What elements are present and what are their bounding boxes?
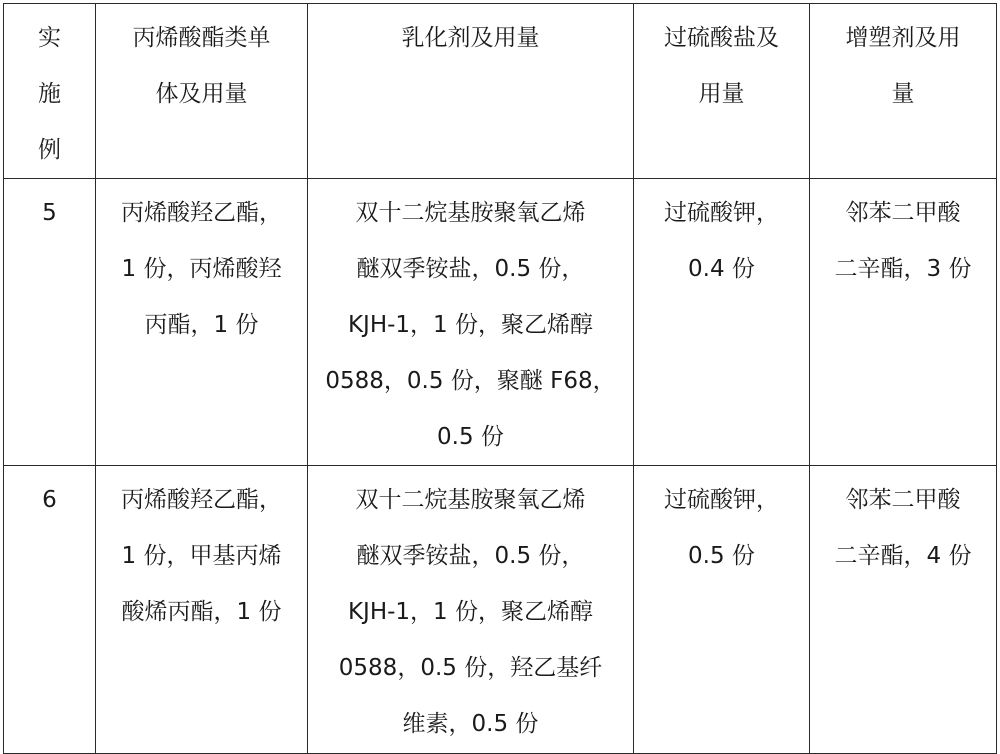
cell-text: KJH-1，1 份，聚乙烯醇 <box>347 312 594 338</box>
cell-text: 醚双季铵盐，0.5 份， <box>356 256 585 282</box>
cell-text: 丙酯，1 份 <box>144 312 259 338</box>
persulfate-cell <box>634 179 810 466</box>
cell-text: 邻苯二甲酸 <box>845 200 961 226</box>
example-number: 5 <box>42 200 57 226</box>
cell-text: 过硫酸钾， <box>664 200 779 226</box>
header-text: 施 <box>38 81 61 107</box>
cell-text: 双十二烷基胺聚氧乙烯 <box>355 200 586 226</box>
header-text: 例 <box>38 137 61 163</box>
cell-text: 双十二烷基胺聚氧乙烯 <box>355 487 586 513</box>
cell-text: 0588，0.5 份，聚醚 F68， <box>325 368 616 394</box>
persulfate-cell <box>634 466 810 754</box>
cell-text: KJH-1，1 份，聚乙烯醇 <box>347 599 594 625</box>
example-number-cell <box>4 466 96 754</box>
header-cell-monomer <box>96 4 308 179</box>
header-cell-persulfate <box>634 4 810 179</box>
table-row <box>4 466 997 754</box>
header-text: 丙烯酸酯类单 <box>132 25 271 51</box>
example-number: 6 <box>42 487 57 513</box>
monomer-cell <box>96 179 308 466</box>
cell-text: 二辛酯，4 份 <box>834 543 972 569</box>
cell-text: 1 份，丙烯酸羟 <box>121 256 282 282</box>
cell-text: 维素，0.5 份 <box>402 711 539 737</box>
example-number-cell <box>4 179 96 466</box>
data-table <box>3 3 997 754</box>
cell-text: 二辛酯，3 份 <box>834 256 972 282</box>
cell-text: 酸烯丙酯，1 份 <box>121 599 282 625</box>
table-header-row <box>4 4 997 179</box>
cell-text: 过硫酸钾， <box>664 487 779 513</box>
emulsifier-cell <box>308 466 634 754</box>
cell-text: 0588，0.5 份，羟乙基纤 <box>338 655 603 681</box>
header-text: 体及用量 <box>155 81 248 107</box>
cell-text: 0.5 份 <box>437 424 504 450</box>
header-text: 过硫酸盐及 <box>664 25 779 51</box>
emulsifier-cell <box>308 179 634 466</box>
header-text: 量 <box>891 81 915 107</box>
cell-text: 0.5 份 <box>688 543 755 569</box>
header-text: 乳化剂及用量 <box>401 25 540 51</box>
header-cell-example <box>4 4 96 179</box>
header-text: 增塑剂及用 <box>845 25 961 51</box>
plasticizer-cell <box>810 179 997 466</box>
cell-text: 丙烯酸羟乙酯， <box>121 487 282 513</box>
plasticizer-cell <box>810 466 997 754</box>
table-row <box>4 179 997 466</box>
header-text: 用量 <box>698 81 745 107</box>
cell-text: 邻苯二甲酸 <box>845 487 961 513</box>
header-cell-plasticizer <box>810 4 997 179</box>
monomer-cell <box>96 466 308 754</box>
cell-text: 丙烯酸羟乙酯， <box>121 200 282 226</box>
header-text: 实 <box>38 25 61 51</box>
cell-text: 1 份，甲基丙烯 <box>121 543 282 569</box>
cell-text: 醚双季铵盐，0.5 份， <box>356 543 585 569</box>
header-cell-emulsifier <box>308 4 634 179</box>
cell-text: 0.4 份 <box>688 256 755 282</box>
